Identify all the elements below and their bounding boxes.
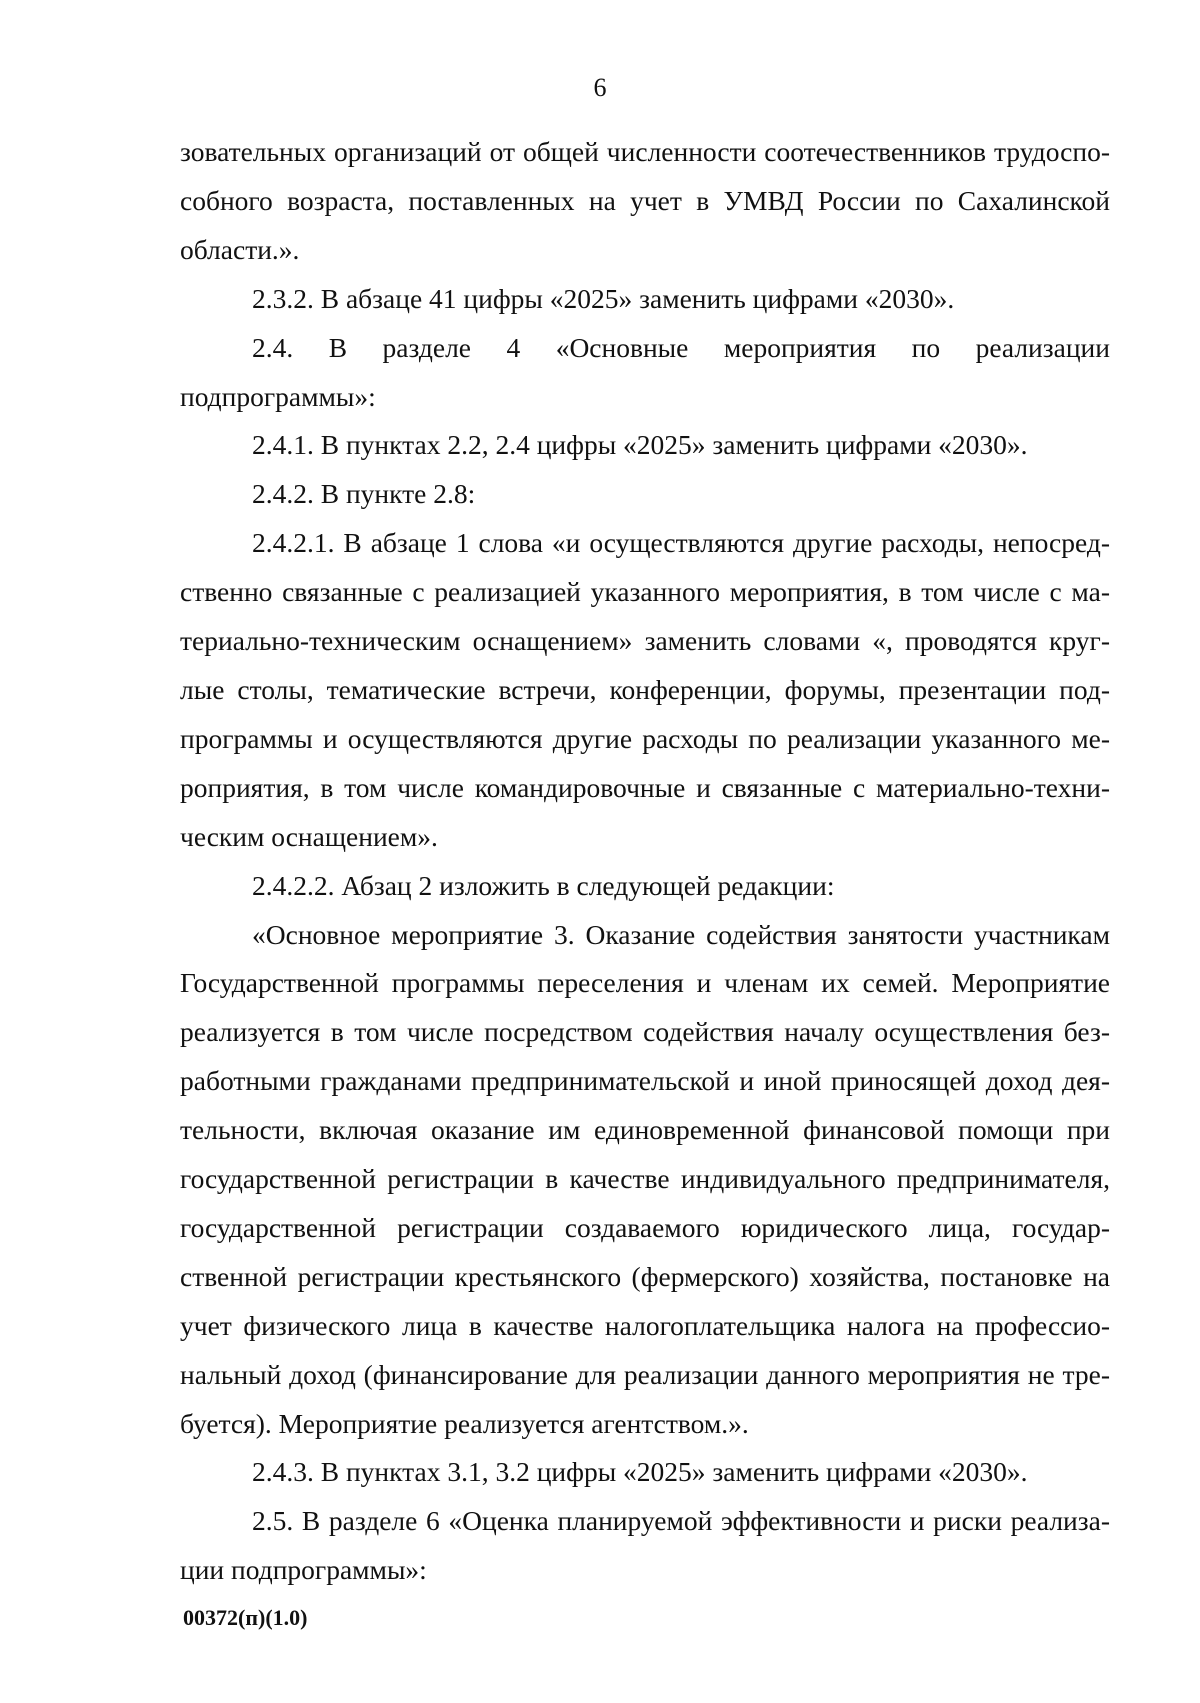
paragraph-main-activity-3: «Основное мероприятие 3. Оказание содействия занятости участникам Государственной программы переселения и членам их семей. Мероприятие реализуется в том числе посредством содействия началу осуществления безработными гражданами предпринимательской и иной приносящей доход деятельности, включая оказание им единовременной финансовой помощи при государственной регистрации в качестве индивидуального предпринимателя, государственной регистрации создаваемого юридического лица, государственной регистрации крестьянского (фермерского) хозяйства, постановке на учет физического лица в качестве налогоплательщика налога на профессиональный доход (финансирование для реализации данного мероприятия не требуется). Мероприятие реализуется агентством.». — [180, 918, 1110, 1439]
paragraph-2-3-2: 2.3.2. В абзаце 41 цифры «2025» заменить цифрами «2030». — [252, 282, 955, 314]
paragraph-continuation: зовательных организаций от общей численности соотечественников трудоспособного возраста, поставленных на учет в УМВД России по Сахалинской области.». — [180, 136, 1110, 265]
paragraph-2-5: 2.5. В разделе 6 «Оценка планируемой эффективности и риски реализации подпрограммы»: — [180, 1505, 1110, 1586]
paragraph-2-4-3: 2.4.3. В пунктах 3.1, 3.2 цифры «2025» заменить цифрами «2030». — [252, 1456, 1028, 1488]
page-number: 6 — [593, 73, 607, 102]
document-code: 00372(п)(1.0) — [183, 1605, 308, 1630]
paragraph-2-4-2-2: 2.4.2.2. Абзац 2 изложить в следующей редакции: — [252, 869, 835, 901]
paragraph-2-4-2-1: 2.4.2.1. В абзаце 1 слова «и осуществляются другие расходы, непосредственно связанные с реализацией указанного мероприятия, в том числе с материально-техническим оснащением» заменить словами «, проводятся круглые столы, тематические встречи, конференции, форумы, презентации подпрограммы и осуществляются другие расходы по реализации указанного мероприятия, в том числе командировочные и связанные с материально-техническим оснащением». — [180, 527, 1110, 852]
paragraph-2-4-1: 2.4.1. В пунктах 2.2, 2.4 цифры «2025» заменить цифрами «2030». — [252, 429, 1028, 461]
paragraph-2-4: 2.4. В разделе 4 «Основные мероприятия по реализации подпрограммы»: — [180, 331, 1110, 412]
document-body — [180, 128, 1110, 1595]
paragraph-2-4-2: 2.4.2. В пункте 2.8: — [252, 478, 476, 510]
